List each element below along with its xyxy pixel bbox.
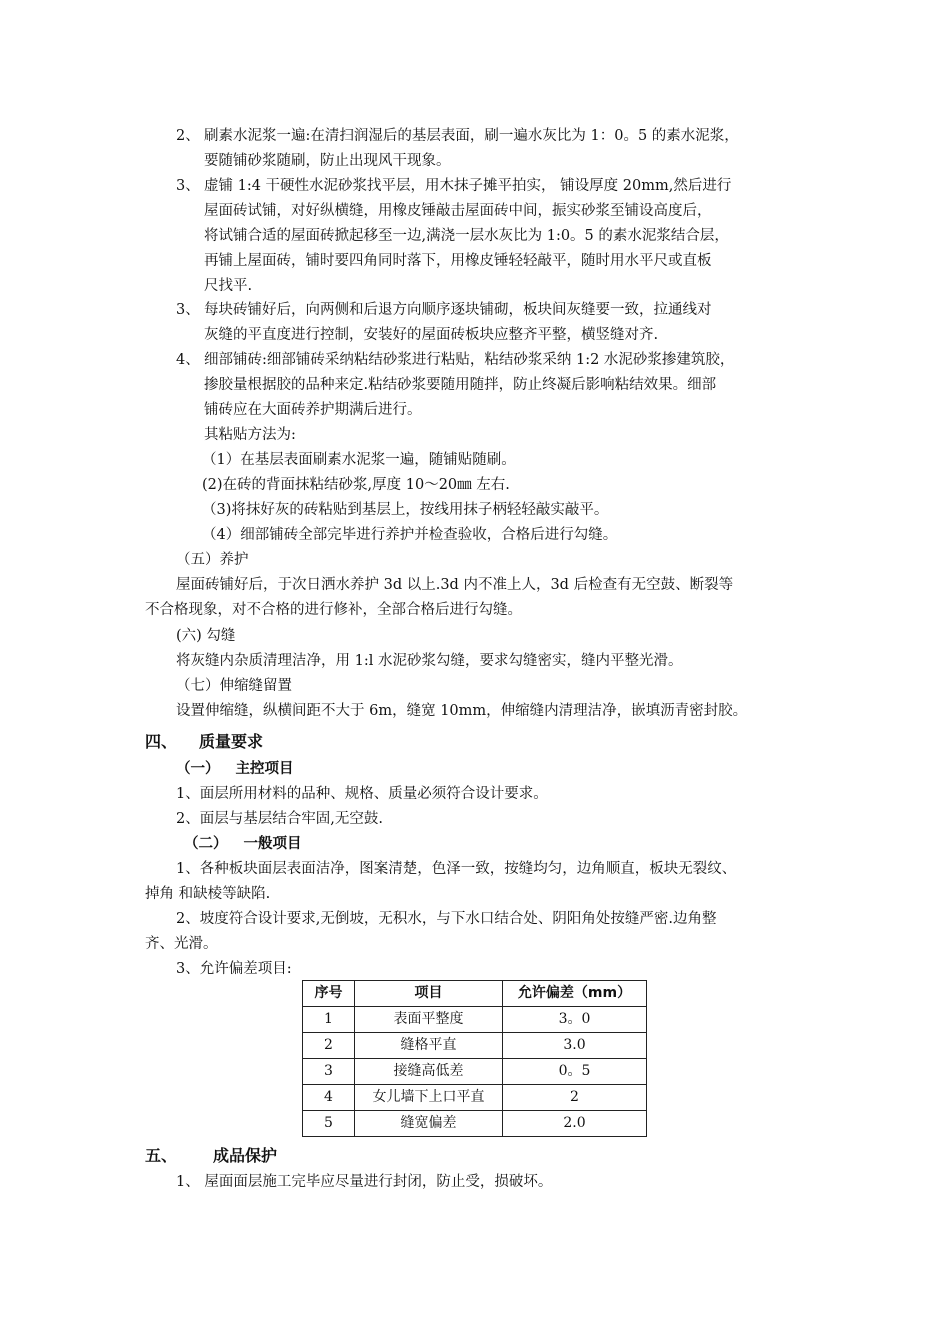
table-row [303,1059,647,1085]
paragraph: 屋面砖铺好后，于次日洒水养护 3d 以上.3d 内不准上人，3d 后检查有无空鼓、断裂等 [176,577,734,593]
subsection-heading [184,832,302,857]
item-number: 4、 [176,352,200,368]
table-cell: 3。0 [503,1007,647,1033]
table-cell: 表面平整度 [355,1007,503,1033]
section-title: （五）养护 [176,552,249,568]
item-text: 刷素水泥浆一遍:在清扫润湿后的基层表面，刷一遍水灰比为 1：0。5 的素水泥浆， [204,128,739,144]
method-step: （1）在基层表面刷素水泥浆一遍，随铺贴随刷。 [202,452,516,468]
table-header-cell: 项目 [355,981,503,1007]
item-number: 3、 [176,178,200,194]
item-text: 每块砖铺好后，向两侧和后退方向顺序逐块铺砌，板块间灰缝要一致，拉通线对 [204,302,712,318]
table-cell: 2 [303,1033,355,1059]
table-cell: 0。5 [503,1059,647,1085]
item-text: 铺砖应在大面砖养护期满后进行。 [204,402,422,418]
part-title: 质量要求 [199,732,264,751]
paragraph: 2、坡度符合设计要求,无倒坡，无积水，与下水口结合处、阴阳角处按缝严密.边角整 [176,911,717,927]
item-text: 尺找平. [204,278,253,294]
section-title: (六) 勾缝 [176,628,236,644]
part-number: 五、 [145,1146,178,1165]
paragraph: 1、面层所用材料的品种、规格、质量必须符合设计要求。 [176,786,548,802]
item-text: 虚铺 1:4 干硬性水泥砂浆找平层，用木抹子摊平拍实， 铺设厚度 20mm,然后进行 [204,178,732,194]
table-header-cell: 允许偏差（mm） [503,981,647,1007]
section-title: （七）伸缩缝留置 [176,678,292,694]
table-cell: 缝格平直 [355,1033,503,1059]
paragraph: 齐、光滑。 [145,936,218,952]
tolerance-table [302,980,647,1137]
item-text: 要随铺砂浆随刷，防止出现风干现象。 [204,153,451,169]
table-header-cell: 序号 [303,981,355,1007]
list-item [176,174,826,299]
item-text: 细部铺砖:细部铺砖采纳粘结砂浆进行粘贴，粘结砂浆采纳 1:2 水泥砂浆掺建筑胶， [204,352,735,368]
paragraph: 不合格现象，对不合格的进行修补，全部合格后进行勾缝。 [145,602,522,618]
table-cell: 4 [303,1085,355,1111]
item-text: 屋面砖试铺，对好纵横缝，用橡皮锤敲击屋面砖中间，振实砂浆至铺设高度后， [204,203,712,219]
item-text: 掺胶量根据胶的品种来定.粘结砂浆要随用随拌，防止终凝后影响粘结效果。细部 [204,377,717,393]
paragraph: 将灰缝内杂质清理洁净，用 1:l 水泥砂浆勾缝，要求勾缝密实，缝内平整光滑。 [176,653,683,669]
list-item [176,298,826,348]
paragraph: 2、面层与基层结合牢固,无空鼓. [176,811,383,827]
method-step: （3)将抹好灰的砖粘贴到基层上，按线用抹子柄轻轻敲实敲平。 [202,502,609,518]
paragraph: 设置伸缩缝，纵横间距不大于 6m，缝宽 10mm，伸缩缝内清理洁净，嵌填沥青密封胶。 [176,703,748,719]
item-text: 灰缝的平直度进行控制，安装好的屋面砖板块应整齐平整，横竖缝对齐. [204,327,659,343]
part-title: 成品保护 [213,1146,278,1165]
subsection-title: 主控项目 [235,761,294,777]
table-cell: 1 [303,1007,355,1033]
table-cell: 3.0 [503,1033,647,1059]
item-text: 再铺上屋面砖，铺时要四角同时落下，用橡皮锤轻轻敲平，随时用水平尺或直板 [204,253,712,269]
table-cell: 女儿墙下上口平直 [355,1085,503,1111]
table-row [303,1007,647,1033]
subsection-heading [176,757,294,782]
method-step: (2)在砖的背面抹粘结砂浆,厚度 10～20㎜ 左右. [202,477,510,493]
subsection-title: 一般项目 [243,836,302,852]
table-cell: 2.0 [503,1111,647,1137]
subsection-number: （二） [184,836,228,852]
table-header-row [303,981,647,1007]
table-cell: 接缝高低差 [355,1059,503,1085]
table-row [303,1033,647,1059]
table-cell: 2 [503,1085,647,1111]
part-heading [145,1143,277,1168]
table-row [303,1085,647,1111]
table-row [303,1111,647,1137]
list-item [176,124,826,174]
subsection-number: （一） [176,761,220,777]
part-heading [145,729,263,754]
list-item [176,348,826,423]
item-number: 3、 [176,302,200,318]
table-cell: 5 [303,1111,355,1137]
method-intro: 其粘贴方法为: [204,427,296,443]
part-number: 四、 [145,732,178,751]
item-number: 2、 [176,128,200,144]
paragraph: 1、 屋面面层施工完毕应尽量进行封闭，防止受，损破坏。 [176,1174,553,1190]
method-step: （4）细部铺砖全部完毕进行养护并检查验收，合格后进行勾缝。 [202,527,618,543]
table-cell: 3 [303,1059,355,1085]
paragraph: 3、允许偏差项目: [176,961,292,977]
paragraph: 掉角 和缺棱等缺陷. [145,886,271,902]
item-text: 将试铺合适的屋面砖掀起移至一边,满浇一层水灰比为 1:0。5 的素水泥浆结合层， [204,228,729,244]
paragraph: 1、各种板块面层表面洁净，图案清楚，色泽一致，按缝均匀，边角顺直，板块无裂纹、 [176,861,737,877]
table-cell: 缝宽偏差 [355,1111,503,1137]
